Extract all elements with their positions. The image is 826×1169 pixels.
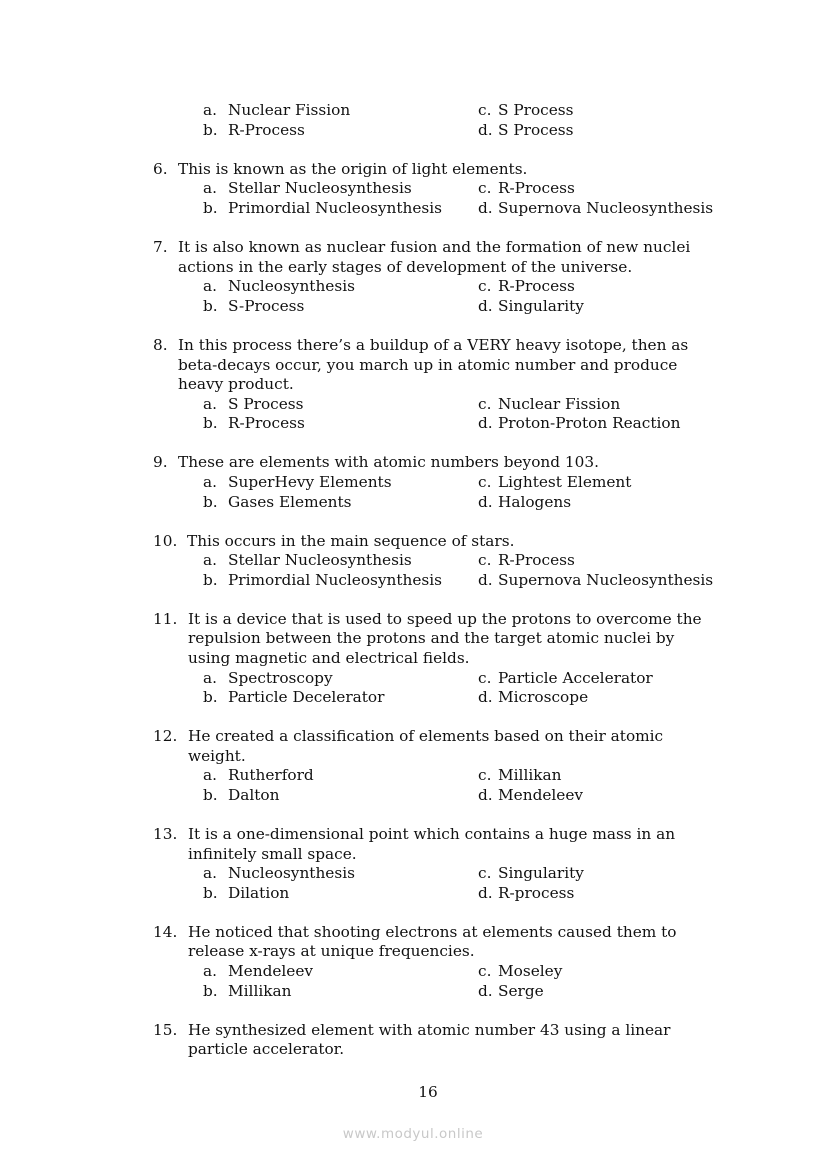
option-a: a. Mendeleev <box>203 962 314 980</box>
option-c: c. R-Process <box>478 179 575 197</box>
option-c: c. S Process <box>478 101 574 119</box>
option-d: d. Proton-Proton Reaction <box>478 414 681 432</box>
option-d: d. Supernova Nucleosynthesis <box>478 571 714 589</box>
option-c: c. R-Process <box>478 551 575 569</box>
option-a: a. SuperHevy Elements <box>203 473 392 491</box>
option-a: a. Nucleosynthesis <box>203 277 355 295</box>
option-c: c. Singularity <box>478 864 584 882</box>
option-d: d. S Process <box>478 121 574 139</box>
option-a: a. Stellar Nucleosynthesis <box>203 551 412 569</box>
question-13-line-2: infinitely small space. <box>188 845 357 863</box>
question-8-line-3: heavy product. <box>178 375 294 393</box>
option-d: d. Serge <box>478 982 544 1000</box>
question-11-line-3: using magnetic and electrical fields. <box>188 649 470 667</box>
question-15-line-2: particle accelerator. <box>188 1040 345 1058</box>
option-d: d. Microscope <box>478 688 589 706</box>
question-6: 6. This is known as the origin of light elements. <box>153 160 528 178</box>
question-12: 12. He created a classification of elements based on their atomic <box>153 727 664 745</box>
option-a: a. S Process <box>203 395 304 413</box>
option-d: d. R-process <box>478 884 575 902</box>
question-12-line-2: weight. <box>188 747 246 765</box>
option-b: b. R-Process <box>203 121 305 139</box>
question-9: 9. These are elements with atomic numbers beyond 103. <box>153 453 599 471</box>
question-11: 11. It is a device that is used to speed up the protons to overcome the <box>153 610 702 628</box>
question-14: 14. He noticed that shooting electrons at elements caused them to <box>153 923 677 941</box>
option-c: c. Particle Accelerator <box>478 669 653 687</box>
option-c: c. Millikan <box>478 766 562 784</box>
watermark: www.modyul.online <box>342 1126 484 1142</box>
option-b: b. Primordial Nucleosynthesis <box>203 571 443 589</box>
option-a: a. Stellar Nucleosynthesis <box>203 179 412 197</box>
question-14-line-2: release x-rays at unique frequencies. <box>188 942 475 960</box>
option-c: c. Lightest Element <box>478 473 632 491</box>
option-d: d. Singularity <box>478 297 584 315</box>
option-d: d. Mendeleev <box>478 786 584 804</box>
option-b: b. Dilation <box>203 884 290 902</box>
option-b: b. Dalton <box>203 786 280 804</box>
question-15: 15. He synthesized element with atomic number 43 using a linear <box>153 1021 671 1039</box>
option-b: b. Particle Decelerator <box>203 688 385 706</box>
page-number: 16 <box>418 1083 438 1101</box>
question-13: 13. It is a one-dimensional point which contains a huge mass in an <box>153 825 676 843</box>
option-d: d. Halogens <box>478 493 572 511</box>
option-b: b. Primordial Nucleosynthesis <box>203 199 443 217</box>
option-a: a. Spectroscopy <box>203 669 333 687</box>
option-d: d. Supernova Nucleosynthesis <box>478 199 714 217</box>
option-c: c. Nuclear Fission <box>478 395 621 413</box>
option-c: c. Moseley <box>478 962 563 980</box>
option-a: a. Nuclear Fission <box>203 101 351 119</box>
question-7: 7. It is also known as nuclear fusion and the formation of new nuclei <box>153 238 691 256</box>
question-8-line-2: beta-decays occur, you march up in atomic number and produce <box>178 356 678 374</box>
option-b: b. R-Process <box>203 414 305 432</box>
option-a: a. Rutherford <box>203 766 314 784</box>
question-10: 10. This occurs in the main sequence of stars. <box>153 532 515 550</box>
question-11-line-2: repulsion between the protons and the target atomic nuclei by <box>188 629 675 647</box>
option-c: c. R-Process <box>478 277 575 295</box>
question-8: 8. In this process there’s a buildup of a VERY heavy isotope, then as <box>153 336 689 354</box>
option-b: b. Millikan <box>203 982 292 1000</box>
option-b: b. Gases Elements <box>203 493 352 511</box>
question-7-line-2: actions in the early stages of development of the universe. <box>178 258 633 276</box>
option-a: a. Nucleosynthesis <box>203 864 355 882</box>
option-b: b. S-Process <box>203 297 305 315</box>
